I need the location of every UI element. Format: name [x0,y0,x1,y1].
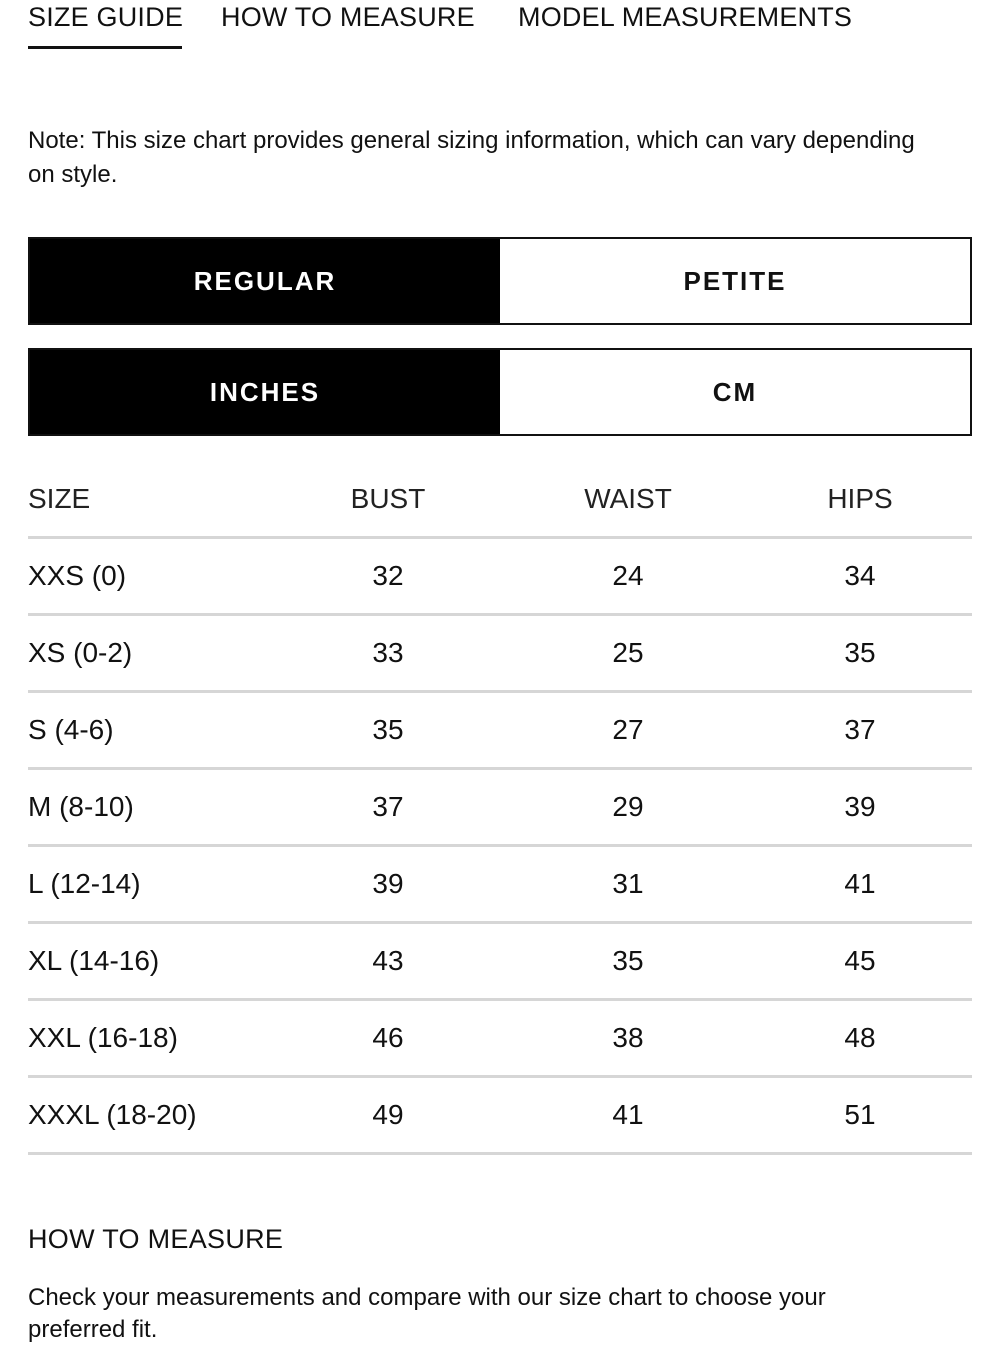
cell-size: XXXL (18-20) [28,1099,197,1130]
cell-bust: 46 [372,1022,404,1053]
unit-option-cm[interactable]: CM [500,350,970,434]
fit-option-petite[interactable]: PETITE [500,239,970,323]
table-row [28,1001,972,1078]
header-hips: HIPS [827,483,893,514]
table-header-row [28,462,972,539]
header-size: SIZE [28,483,91,514]
header-waist: WAIST [584,483,672,514]
cell-waist: 41 [612,1099,644,1130]
cell-waist: 24 [612,560,644,591]
unit-option-inches[interactable]: INCHES [30,350,500,434]
cell-size: S (4-6) [28,714,114,745]
cell-bust: 37 [372,791,404,822]
table-row [28,539,972,616]
cell-waist: 27 [612,714,644,745]
table-row [28,924,972,1001]
table-row [28,616,972,693]
active-tab-indicator [28,46,182,49]
cell-hips: 34 [844,560,876,591]
table-body [28,539,972,1155]
size-chart-note: Note: This size chart provides general sizing information, which can vary depending on style. [28,127,915,188]
cell-hips: 48 [844,1022,876,1053]
cell-size: M (8-10) [28,791,134,822]
cell-waist: 31 [612,868,644,899]
table-row [28,693,972,770]
cell-hips: 37 [844,714,876,745]
header-bust: BUST [350,483,426,514]
fit-option-regular[interactable]: REGULAR [30,239,500,323]
size-table [28,462,972,1155]
fit-toggle [28,237,972,325]
cell-waist: 29 [612,791,644,822]
table-row [28,847,972,924]
cell-bust: 33 [372,637,404,668]
cell-hips: 51 [844,1099,876,1130]
how-to-measure-heading: HOW TO MEASURE [28,1224,284,1254]
cell-size: XXL (16-18) [28,1022,178,1053]
cell-size: XS (0-2) [28,637,133,668]
table-row [28,770,972,847]
tab-bar [28,0,972,52]
cell-bust: 43 [372,945,404,976]
cell-bust: 49 [372,1099,404,1130]
cell-bust: 39 [372,868,404,899]
unit-toggle [28,348,972,436]
tab-model-measurements[interactable]: MODEL MEASUREMENTS [518,2,853,32]
cell-waist: 35 [612,945,644,976]
cell-bust: 32 [372,560,404,591]
tab-how-to-measure[interactable]: HOW TO MEASURE [221,2,475,32]
cell-size: XL (14-16) [28,945,160,976]
table-row [28,1078,972,1155]
cell-bust: 35 [372,714,404,745]
cell-waist: 25 [612,637,644,668]
cell-size: L (12-14) [28,868,141,899]
cell-hips: 35 [844,637,876,668]
tab-size-guide[interactable]: SIZE GUIDE [28,2,184,32]
cell-size: XXS (0) [28,560,127,591]
how-to-measure-text: Check your measurements and compare with our size chart to choose your preferred fit. [28,1284,826,1343]
cell-hips: 39 [844,791,876,822]
cell-hips: 45 [844,945,876,976]
cell-waist: 38 [612,1022,644,1053]
cell-hips: 41 [844,868,876,899]
